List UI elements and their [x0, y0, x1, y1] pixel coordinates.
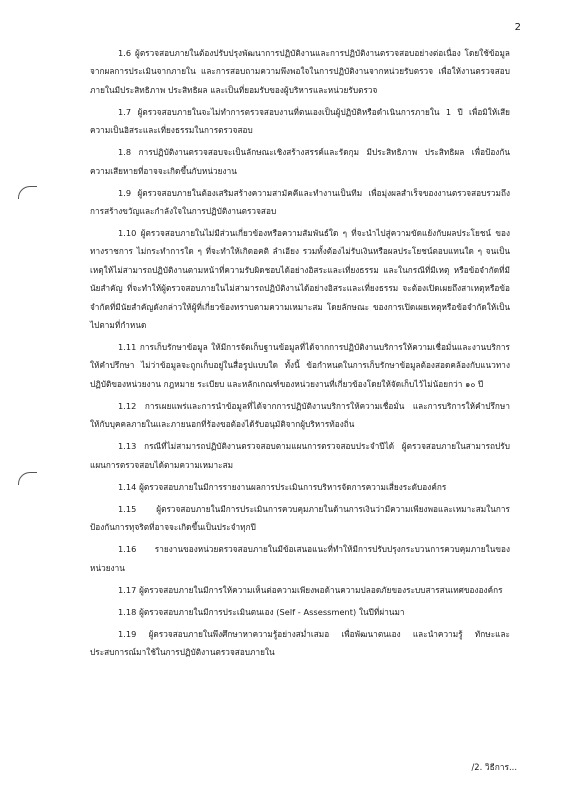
binder-hole-mark-bottom	[18, 472, 37, 485]
paragraph-1-17: 1.17 ผู้ตรวจสอบภายในมีการให้ความเห็นต่อความเพียงพอด้านความปลอดภัยของระบบสารสนเทศขององค์กร	[118, 584, 503, 595]
paragraph-1-8: 1.8 การปฏิบัติงานตรวจสอบจะเป็นลักษณะเชิงสร้างสรรค์และรัดกุม มีประสิทธิภาพ ประสิทธิผล เพื่อป้องกันความเสียหายที่อาจจะเกิดขึ้นกับหน่วยงาน	[90, 147, 510, 176]
binder-hole-mark-top	[18, 186, 37, 199]
paragraph-1-14: 1.14 ผู้ตรวจสอบภายในมีการรายงานผลการประเมินการบริหารจัดการความเสี่ยงระดับองค์กร	[118, 481, 447, 492]
paragraph-1-6: 1.6 ผู้ตรวจสอบภายในต้องปรับปรุงพัฒนาการปฏิบัติงานและการปฏิบัติงานตรวจสอบอย่างต่อเนื่อง โดยใช้ข้อมูลจากผลการประเมินจากภายใน และการสอบถามความพึงพอใจในการปฏิบัติงานจากหน่วยรับตรวจ เพื่อให้งานตรวจสอบภายในมีประสิทธิภาพ ประสิทธิผล และเป็นที่ยอมรับของผู้บริหารและหน่วยรับตรวจ	[90, 48, 510, 95]
continuation-note: /2. วิธีการ...	[471, 762, 517, 772]
paragraph-1-9: 1.9 ผู้ตรวจสอบภายในต้องเสริมสร้างความสามัคคีและทำงานเป็นทีม เพื่อมุ่งผลสำเร็จของงานตรวจสอบรวมถึงการสร้างขวัญและกำลังใจในการปฏิบัติงานตรวจสอบ	[90, 187, 510, 217]
page-number: 2	[514, 22, 521, 33]
paragraph-1-13: 1.13 กรณีที่ไม่สามารถปฏิบัติงานตรวจสอบตามแผนการตรวจสอบประจำปีได้ ผู้ตรวจสอบภายในสามารถปรับแผนการตรวจสอบได้ตามความเหมาะสม	[90, 441, 510, 470]
paragraph-1-19: 1.19 ผู้ตรวจสอบภายในพึงศึกษาหาความรู้อย่างสม่ำเสมอ เพื่อพัฒนาตนเอง และนำความรู้ ทักษะและประสบการณ์มาใช้ในการปฏิบัติงานตรวจสอบภายใน	[90, 628, 510, 657]
paragraph-1-11: 1.11 การเก็บรักษาข้อมูล ให้มีการจัดเก็บฐานข้อมูลที่ได้จากการปฏิบัติงานบริการให้ความเชื่อมั่นและงานบริการให้คำปรึกษา ไม่ว่าข้อมูลจะถูกเก็บอยู่ในสื่อรูปแบบใด ทั้งนี้ ข้อกำหนดในการเก็บรักษาข้อมูลต้องสอดคล้องกับแนวทางปฏิบัติของหน่วยงาน กฎหมาย ระเบียบ และหลักเกณฑ์ของหน่วยงานที่เกี่ยวข้องโดยให้จัดเก็บไว้ไม่น้อยกว่า ๑๐ ปี	[90, 342, 510, 389]
paragraph-1-7: 1.7 ผู้ตรวจสอบภายในจะไม่ทำการตรวจสอบงานที่ตนเองเป็นผู้ปฏิบัติหรือดำเนินการภายใน 1 ปี เพื่อมิให้เสียความเป็นอิสระและเที่ยงธรรมในการตรวจสอบ	[90, 106, 510, 136]
document-body	[90, 44, 510, 665]
paragraph-1-12: 1.12 การเผยแพร่และการนำข้อมูลที่ได้จากการปฏิบัติงานบริการให้ความเชื่อมั่น และการบริการให้คำปรึกษา ให้กับบุคคลภายในและภายนอกที่ร้องขอต้องได้รับอนุมัติจากผู้บริหารท้องถิ่น	[90, 400, 510, 430]
paragraph-1-16: 1.16 รายงานของหน่วยตรวจสอบภายในมีข้อเสนอแนะที่ทำให้มีการปรับปรุงกระบวนการควบคุมภายในของหน่วยงาน	[90, 544, 510, 573]
paragraph-1-10: 1.10 ผู้ตรวจสอบภายในไม่มีส่วนเกี่ยวข้องหรือความสัมพันธ์ใด ๆ ที่จะนำไปสู่ความขัดแย้งกับผลประโยชน์ ของทางราชการ ไม่กระทำการใด ๆ ที่จะทำให้เกิดอคติ ลำเอียง รวมทั้งต้องไม่รับเงินหรือผลประโยชน์ตอบแทนใด ๆ จนเป็นเหตุให้ไม่สามารถปฏิบัติงานตามหน้าที่ความรับผิดชอบได้อย่างอิสระและเที่ยงธรรม และในกรณีที่มีเหตุ หรือข้อจำกัดที่มีนัยสำคัญ ที่จะทำให้ผู้ตรวจสอบภายในไม่สามารถปฏิบัติงานได้อย่างอิสระและเที่ยงธรรม จะต้องเปิดเผยถึงสาเหตุหรือข้อจำกัดที่มีนัยสำคัญดังกล่าวให้ผู้ที่เกี่ยวข้องทราบตามความเหมาะสม โดยลักษณะ ของการเปิดเผยเหตุหรือข้อจำกัดให้เป็นไปตามที่กำหนด	[90, 228, 510, 331]
paragraph-1-15: 1.15 ผู้ตรวจสอบภายในมีการประเมินการควบคุมภายในด้านการเงินว่ามีความเพียงพอและเหมาะสมในการป้องกันการทุจริตที่อาจจะเกิดขึ้นเป็นประจำทุกปี	[90, 503, 510, 533]
paragraph-1-18: 1.18 ผู้ตรวจสอบภายในมีการประเมินตนเอง (Self - Assessment) ในปีที่ผ่านมา	[118, 606, 405, 617]
